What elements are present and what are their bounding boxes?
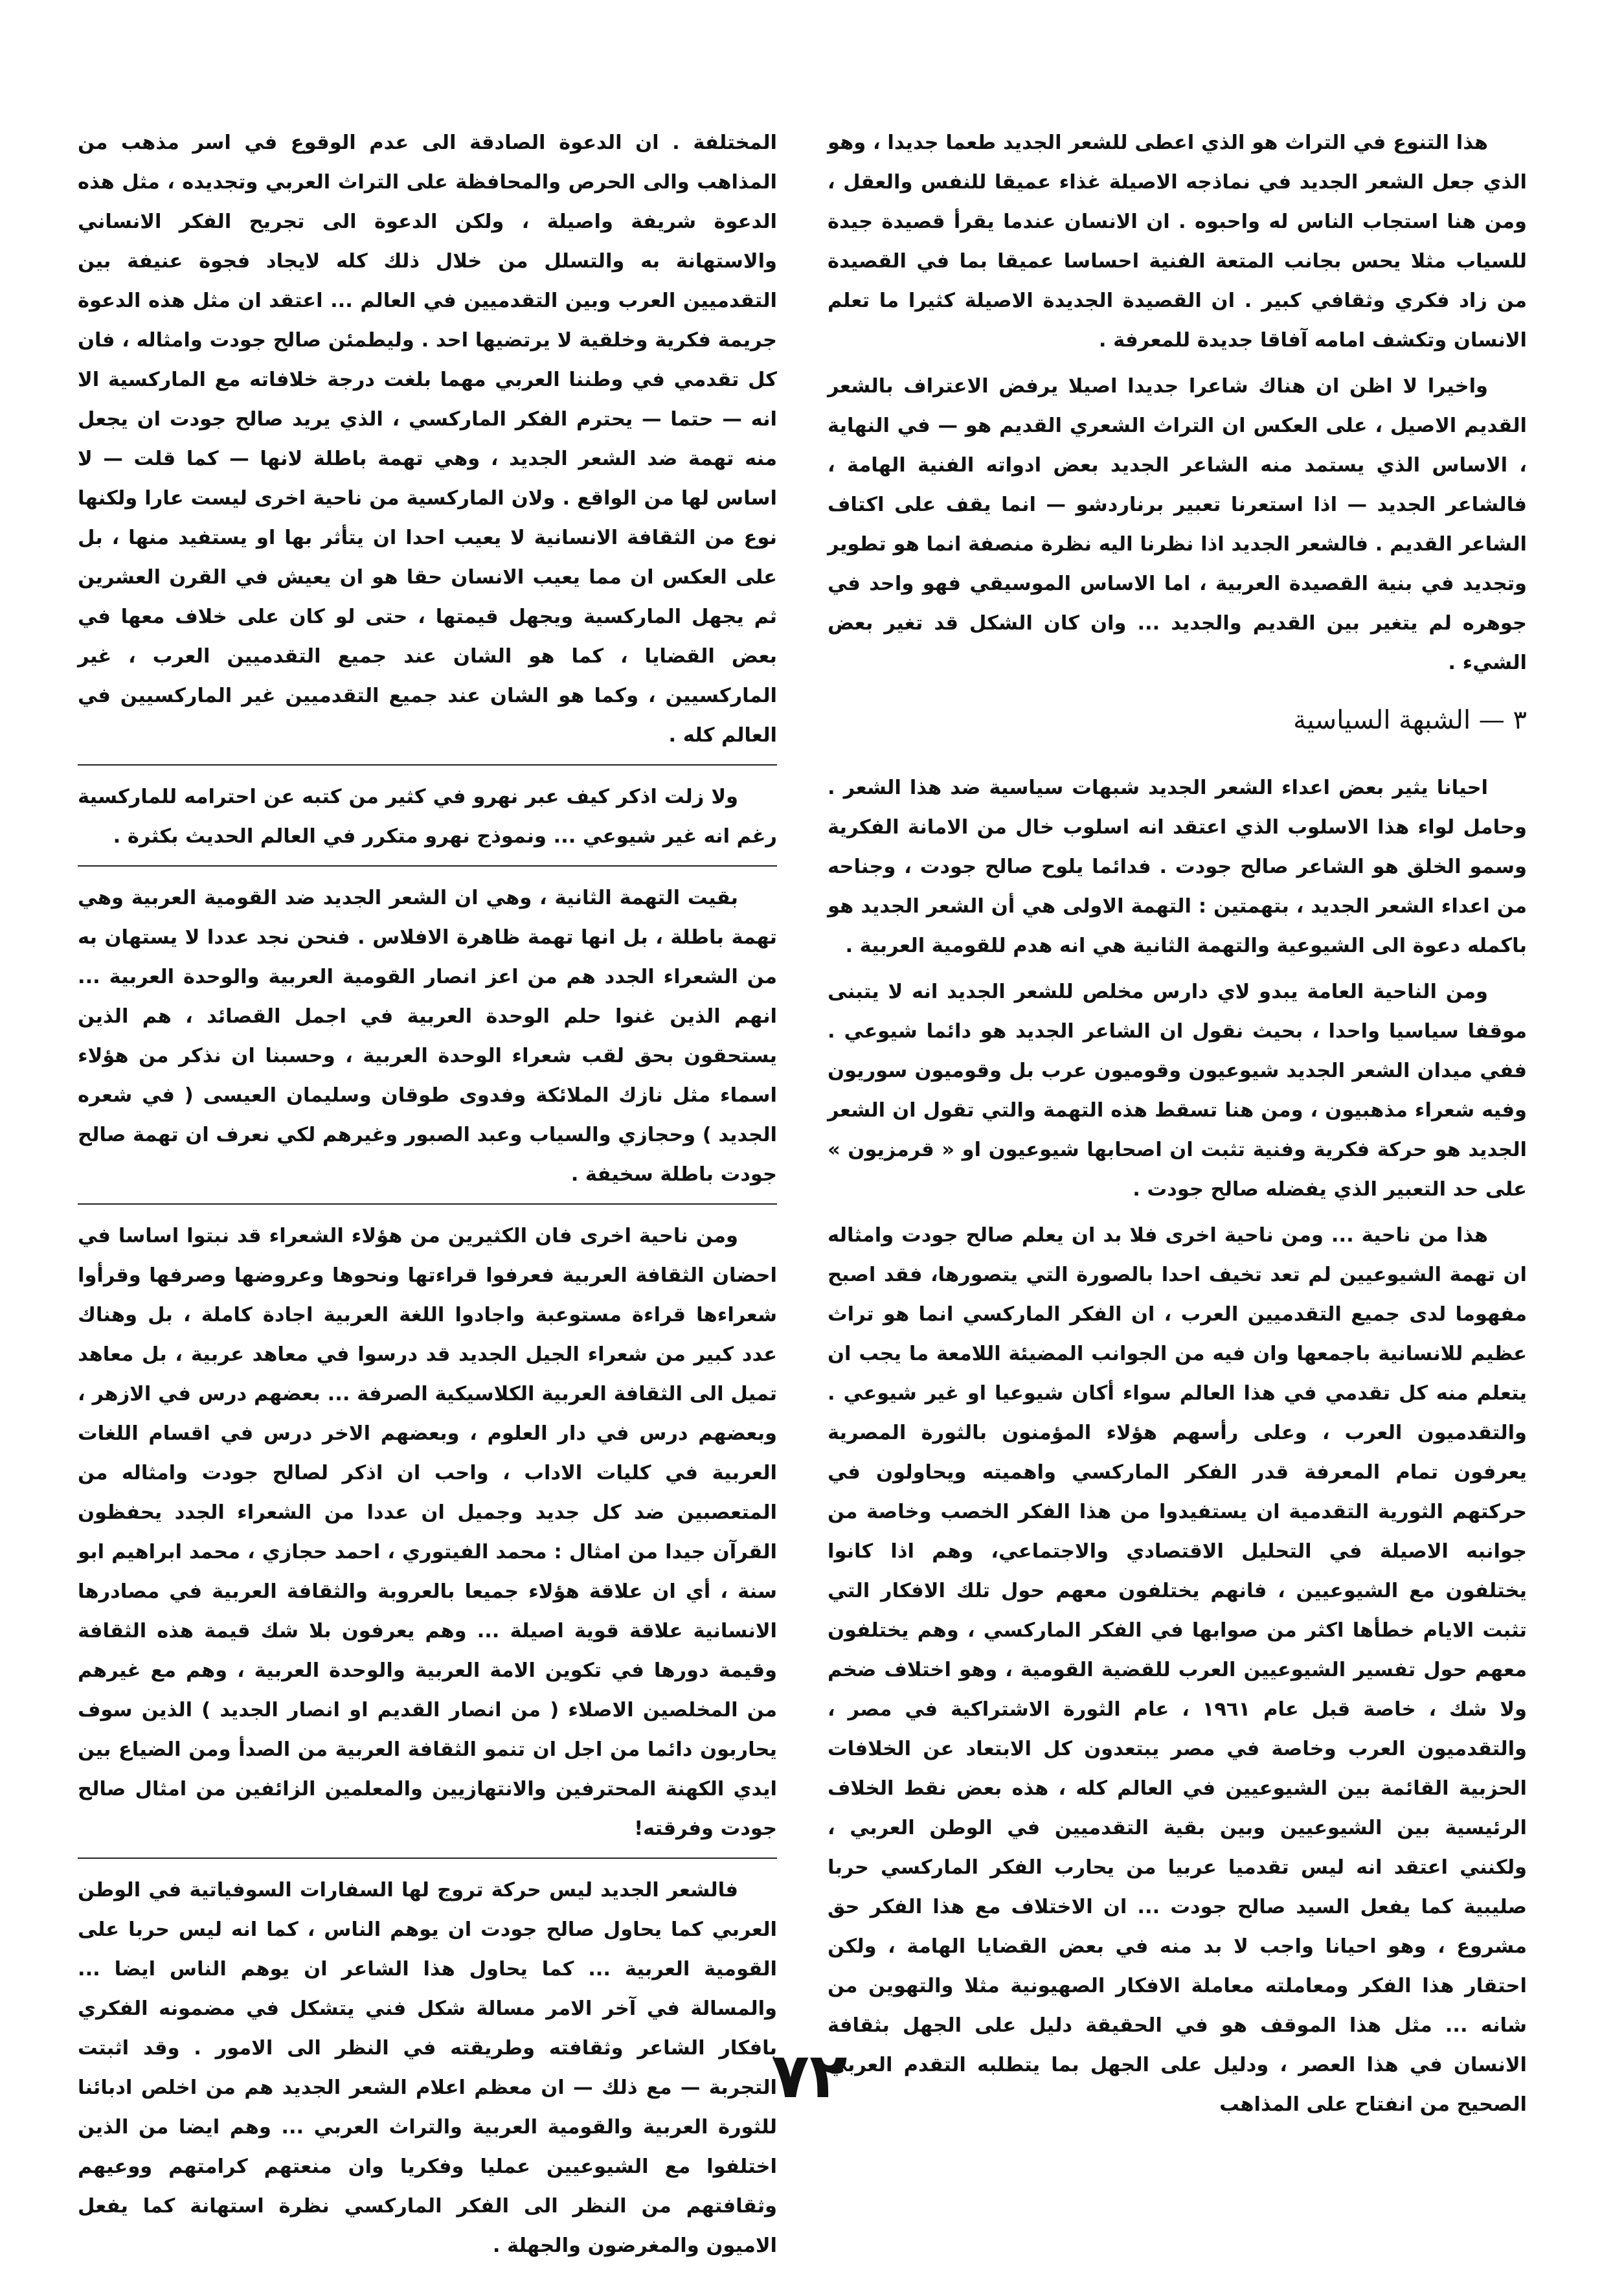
paragraph-conclusion: فالشعر الجديد ليس حركة تروج لها السفارات السوفياتية في الوطن العربي كما يحاول صالح جودت ان يوهم الناس ، كما انه ليس حربا على القومية العربية ... كما يحاول هذا الشاعر ان يوهم الناس ايضا ... والمسالة في آخر الامر مسالة شكل فني يتشكل في مضمونه الفكري بافكار الشاعر وثقافته وطريقته في النظر الى الامور . وقد اثبتت التجربة — مع ذلك — ان معظم اعلام الشعر الجديد هم من اخلص ادبائنا للثورة العربية والقومية العربية والتراث العربي ... وهم ايضا من الذين اختلفوا مع الشيوعيين عمليا وفكريا وان منعتهم كرامتهم ووعيهم وثقافتهم من النظر الى الفكر الماركسي نظرة استهانة كما يفعل الاميون والمغرضون والجهلة . [78, 1879, 777, 2257]
paragraph-nehru: ولا زلت اذكر كيف عبر نهرو في كثير من كتبه عن احترامه للماركسية رغم انه غير شيوعي ... ونموذج نهرو متكرر في العالم الحديث بكثرة . [78, 786, 777, 848]
paragraph-marxist-thought: هذا من ناحية ... ومن ناحية اخرى فلا بد ان يعلم صالح جودت وامثاله ان تهمة الشيوعيين لم تعد تخيف احدا بالصورة التي يتصورها، فقد اصبح مفهوما لدى جميع التقدميين العرب ، ان الفكر الماركسي انما هو تراث عظيم للانسانية باجمعها وان فيه من الجوانب المضيئة اللامعة ما يجب ان يتعلم منه كل تقدمي في هذا العالم سواء أكان شيوعيا او غير شيوعي . والتقدميون العرب ، وعلى رأسهم هؤلاء المؤمنون بالثورة المصرية يعرفون تمام المعرفة قدر الفكر الماركسي واهميته ويحاولون في حركتهم الثورية التقدمية ان يستفيدوا من هذا الفكر الخصب وخاصة من جوانبه الاصيلة في التحليل الاقتصادي والاجتماعي، وهم اذا كانوا يختلفون مع الشيوعيين ، فانهم يختلفون معهم حول تلك الافكار التي تثبت الايام خطأها اكثر من صوابها في الفكر الماركسي ، وهم يختلفون معهم حول تفسير الشيوعيين العرب للقضية القومية ، وهو اختلاف ضخم ولا شك ، خاصة قبل عام ١٩٦١ ، عام الثورة الاشتراكية في مصر ، والتقدميون العرب وخاصة في مصر يبتعدون كل الابتعاد عن الخلافات الحزبية القائمة بين الشيوعيين في العالم كله ، هذه بعض نقط الخلاف الرئيسية بين الشيوعيين وبين بقية التقدميين في الوطن العربي ، ولكنني اعتقد انه ليس تقدميا عربيا من يحارب الفكر الماركسي حربا صليبية كما يفعل السيد صالح جودت ... ان الاختلاف مع هذا الفكر حق مشروع ، وهو احيانا واجب لا بد منه في بعض القضايا الهامة ، ولكن احتقار هذا الفكر ومعاملته معاملة الافكار الصهيونية مثلا والتهوين من شانه ... مثل هذا الموقف هو في الحقيقة دليل على الجهل بثقافة الانسان في هذا العصر ، ودليل على الجهل بما يتطلبه التقدم العربي الصحيح من انفتاح على المذاهب [828, 1224, 1527, 2116]
paragraph-second-charge: بقيت التهمة الثانية ، وهي ان الشعر الجديد ضد القومية العربية وهي تهمة باطلة ، بل انها تهمة ظاهرة الافلاس . فنحن نجد عددا لا يستهان به من الشعراء الجدد هم من اعز انصار القومية العربية والوحدة العربية ... انهم الذين غنوا حلم الوحدة العربية في اجمل القصائد ، هم الذين يستحقون بحق لقب شعراء الوحدة العربية ، وحسبنا ان نذكر من هؤلاء اسماء مثل نازك الملائكة وفدوى طوقان وسليمان العيسى ( في شعره الجديد ) وحجازي والسياب وعبد الصبور وغيرهم لكي نعرف ان تهمة صالح جودت باطلة سخيفة . [78, 887, 777, 1186]
paragraph-no-single-stance: ومن الناحية العامة يبدو لاي دارس مخلص للشعر الجديد انه لا يتبنى موقفا سياسيا واحدا ، بحيث نقول ان الشاعر الجديد هو دائما شيوعي . ففي ميدان الشعر الجديد شيوعيون وقوميون عرب بل وقوميون سوريون وفيه شعراء مذهبيون ، ومن هنا تسقط هذه التهمة والتي تقول ان الشعر الجديد هو حركة فكرية وفنية تثبت ان اصحابها شيوعيون او « قرمزيون » على حد التعبير الذي يفضله صالح جودت . [828, 981, 1527, 1201]
column-divider-rule [78, 764, 777, 766]
column-divider-rule [78, 865, 777, 867]
column-divider-rule [78, 1857, 777, 1859]
column-divider-rule [78, 1203, 777, 1205]
paragraph-continuation: المختلفة . ان الدعوة الصادقة الى عدم الوقوع في اسر مذهب من المذاهب والى الحرص والمحافظة على التراث العربي وتجديده ، مثل هذه الدعوة شريفة واصيلة ، ولكن الدعوة الى تجريح الفكر الانساني والاستهانة به والتسلل من خلال ذلك كله لايجاد فجوة عنيفة بين التقدميين العرب وبين التقدميين في العالم ... اعتقد ان مثل هذه الدعوة جريمة فكرية وخلقية لا يرتضيها احد . وليطمئن صالح جودت وامثاله ، فان كل تقدمي في وطننا العربي مهما بلغت درجة خلافاته مع الماركسية الا انه — حتما — يحترم الفكر الماركسي ، الذي يريد صالح جودت ان يجعل منه تهمة ضد الشعر الجديد ، وهي تهمة باطلة لانها — كما قلت — لا اساس لها من الواقع . ولان الماركسية من ناحية اخرى ليست عارا ولكنها نوع من الثقافة الانسانية لا يعيب احدا ان يتأثر بها او يستفيد منها ، بل على العكس ان مما يعيب الانسان حقا هو ان يعيش في القرن العشرين ثم يجهل الماركسية ويجهل قيمتها ، حتى لو كان على خلاف معها في بعض القضايا ، كما هو الشان عند جميع التقدميين العرب ، غير الماركسيين ، وكما هو الشان عند جميع التقدميين غير الماركسيين في العالم كله . [78, 131, 777, 747]
page-number: ٧٢ [771, 2039, 848, 2112]
right-column [828, 123, 1527, 2131]
left-column [78, 123, 777, 2272]
paragraph-old-poetry: واخيرا لا اظن ان هناك شاعرا جديدا اصيلا يرفض الاعتراف بالشعر القديم الاصيل ، على العكس ان التراث الشعري القديم هو — في النهاية ، الاساس الذي يستمد منه الشاعر الجديد بعض ادواته الفنية الهامة ، فالشاعر الجديد — اذا استعرنا تعبير برناردشو — انما يقف على اكتاف الشاعر القديم . فالشعر الجديد اذا نظرنا اليه نظرة منصفة انما هو تطوير وتجديد في بنية القصيدة العربية ، اما الاساس الموسيقي فهو واحد في جوهره لم يتغير بين القديم والجديد ... وان كان الشكل قد تغير بعض الشيء . [828, 375, 1527, 674]
paragraph-tradition-variety: هذا التنوع في التراث هو الذي اعطى للشعر الجديد طعما جديدا ، وهو الذي جعل الشعر الجديد في نماذجه الاصيلة غذاء عميقا للنفس والعقل ، ومن هنا استجاب الناس له واحبوه . ان الانسان عندما يقرأ قصيدة جيدة للسياب مثلا يحس بجانب المتعة الفنية احساسا عميقا بما في القصيدة من زاد فكري وثقافي كبير . ان القصيدة الجديدة الاصيلة كثيرا ما تعلم الانسان وتكشف امامه آفاقا جديدة للمعرفة . [828, 131, 1527, 352]
section-heading-political-suspicion: ٣ — الشبهة السياسية [1293, 705, 1527, 735]
paragraph-arab-culture: ومن ناحية اخرى فان الكثيرين من هؤلاء الشعراء قد نبتوا اساسا في احضان الثقافة العربية فعرفوا قراءتها ونحوها وعروضها وصرفها وقرأوا شعراءها قراءة مستوعبة واجادوا اللغة العربية اجادة كاملة ، بل وهناك عدد كبير من شعراء الجيل الجديد قد درسوا في معاهد عربية ، بل معاهد تميل الى الثقافة العربية الكلاسيكية الصرفة ... بعضهم درس في الازهر ، وبعضهم درس في دار العلوم ، وبعضهم الاخر درس في اقسام اللغات العربية في كليات الاداب ، واحب ان اذكر لصالح جودت وامثاله من المتعصبين ضد كل جديد وجميل ان عددا من الشعراء الجدد يحفظون القرآن جيدا من امثال : محمد الفيتوري ، احمد حجازي ، محمد ابراهيم ابو سنة ، أي ان علاقة هؤلاء جميعا بالعروبة والثقافة العربية في مصادرها الانسانية علاقة قوية اصيلة ... وهم يعرفون بلا شك قيمة هذه الثقافة وقيمة دورها في تكوين الامة العربية والوحدة العربية ، وهم مع غيرهم من المخلصين الاصلاء ( من انصار القديم او انصار الجديد ) الذين سوف يحاربون دائما من اجل ان تنمو الثقافة العربية من الصدأ ومن الضياع بين ايدي الكهنة المحترفين والانتهازيين والمعلمين الزائفين من امثال صالح جودت وفرقته! [78, 1225, 777, 1840]
paragraph-political-charges: احيانا يثير بعض اعداء الشعر الجديد شبهات سياسية ضد هذا الشعر . وحامل لواء هذا الاسلوب الذي اعتقد انه اسلوب خال من الامانة الفكرية وسمو الخلق هو الشاعر صالح جودت . فدائما يلوح صالح جودت ، وجناحه من اعداء الشعر الجديد ، بتهمتين : التهمة الاولى هي أن الشعر الجديد هو باكمله دعوة الى الشيوعية والتهمة الثانية هي انه هدم للقومية العربية . [828, 777, 1527, 957]
